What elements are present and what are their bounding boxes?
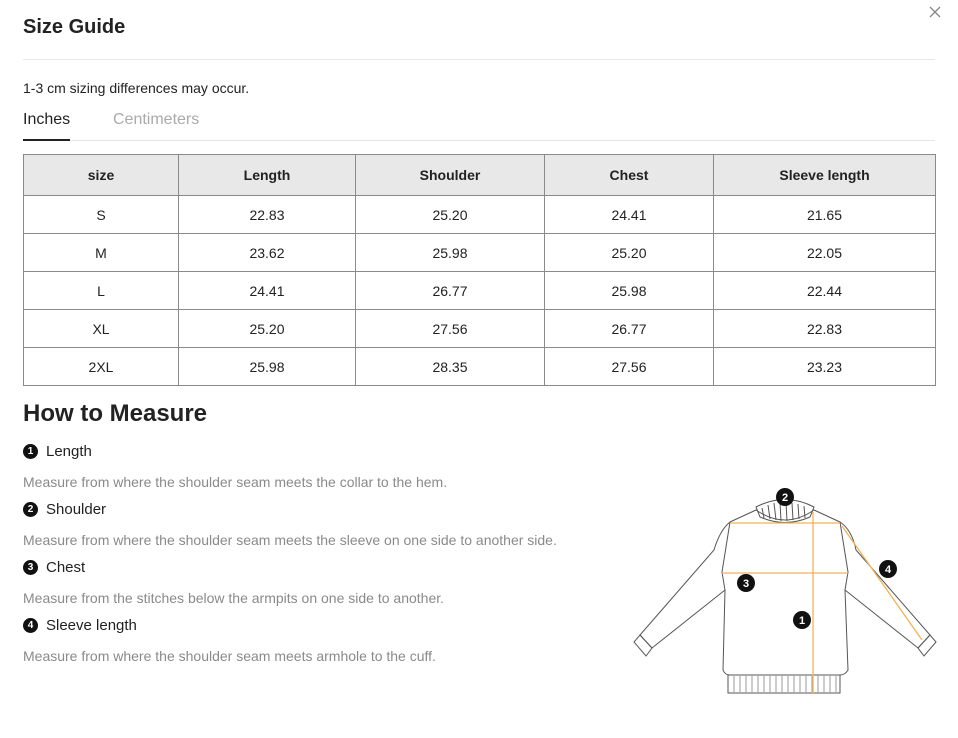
cell-chest: 24.41	[545, 196, 714, 234]
measure-name: Length	[46, 443, 92, 460]
table-header-row	[24, 155, 936, 196]
size-table	[23, 154, 936, 386]
tab-centimeters[interactable]: Centimeters	[113, 111, 200, 128]
cell-size: S	[24, 196, 179, 234]
cell-size: XL	[24, 310, 179, 348]
measure-desc: Measure from the stitches below the armpits on one side to another.	[23, 590, 445, 606]
cell-chest: 26.77	[545, 310, 714, 348]
header-shoulder: Shoulder	[356, 155, 545, 196]
header-sleeve-length: Sleeve length	[714, 155, 936, 196]
cell-chest: 27.56	[545, 348, 714, 386]
diagram-label-2: 2	[781, 492, 789, 504]
table-row	[24, 272, 936, 310]
close-icon[interactable]	[927, 4, 943, 20]
tab-inches[interactable]: Inches	[23, 111, 70, 141]
measure-name: Sleeve length	[46, 617, 137, 634]
number-badge-icon: 2	[23, 502, 38, 517]
sizing-note: 1-3 cm sizing differences may occur.	[23, 80, 250, 96]
measure-item-shoulder	[23, 501, 106, 518]
dialog-title: Size Guide	[23, 16, 126, 38]
measure-name: Chest	[46, 559, 86, 576]
header-length: Length	[179, 155, 356, 196]
cell-chest: 25.20	[545, 234, 714, 272]
number-badge-icon: 3	[23, 560, 38, 575]
how-to-measure-title: How to Measure	[23, 400, 208, 427]
cell-length: 23.62	[179, 234, 356, 272]
cell-sleeve-length: 22.44	[714, 272, 936, 310]
cell-sleeve-length: 22.05	[714, 234, 936, 272]
measure-desc: Measure from where the shoulder seam meets the sleeve on one side to another side.	[23, 532, 557, 548]
measure-item-length	[23, 443, 92, 460]
diagram-label-4: 4	[884, 564, 892, 576]
cell-length: 25.98	[179, 348, 356, 386]
cell-shoulder: 27.56	[356, 310, 545, 348]
measure-item-sleeve-length	[23, 617, 137, 634]
cell-shoulder: 25.98	[356, 234, 545, 272]
cell-size: M	[24, 234, 179, 272]
cell-length: 25.20	[179, 310, 356, 348]
cell-sleeve-length: 23.23	[714, 348, 936, 386]
diagram-label-3: 3	[742, 578, 750, 590]
cell-size: L	[24, 272, 179, 310]
cell-size: 2XL	[24, 348, 179, 386]
cell-sleeve-length: 22.83	[714, 310, 936, 348]
header-chest: Chest	[545, 155, 714, 196]
unit-tabs	[23, 108, 935, 141]
title-divider	[23, 59, 935, 60]
sweater-diagram-icon	[630, 480, 940, 705]
header-size: size	[24, 155, 179, 196]
cell-shoulder: 28.35	[356, 348, 545, 386]
cell-chest: 25.98	[545, 272, 714, 310]
table-row	[24, 310, 936, 348]
cell-sleeve-length: 21.65	[714, 196, 936, 234]
measure-desc: Measure from where the shoulder seam meets armhole to the cuff.	[23, 648, 436, 664]
table-row	[24, 234, 936, 272]
number-badge-icon: 4	[23, 618, 38, 633]
number-badge-icon: 1	[23, 444, 38, 459]
table-row	[24, 348, 936, 386]
cell-length: 22.83	[179, 196, 356, 234]
measure-name: Shoulder	[46, 501, 107, 518]
measure-item-chest	[23, 559, 85, 576]
cell-shoulder: 25.20	[356, 196, 545, 234]
table-row	[24, 196, 936, 234]
diagram-label-1: 1	[798, 615, 806, 627]
cell-length: 24.41	[179, 272, 356, 310]
cell-shoulder: 26.77	[356, 272, 545, 310]
measure-desc: Measure from where the shoulder seam meets the collar to the hem.	[23, 474, 448, 490]
